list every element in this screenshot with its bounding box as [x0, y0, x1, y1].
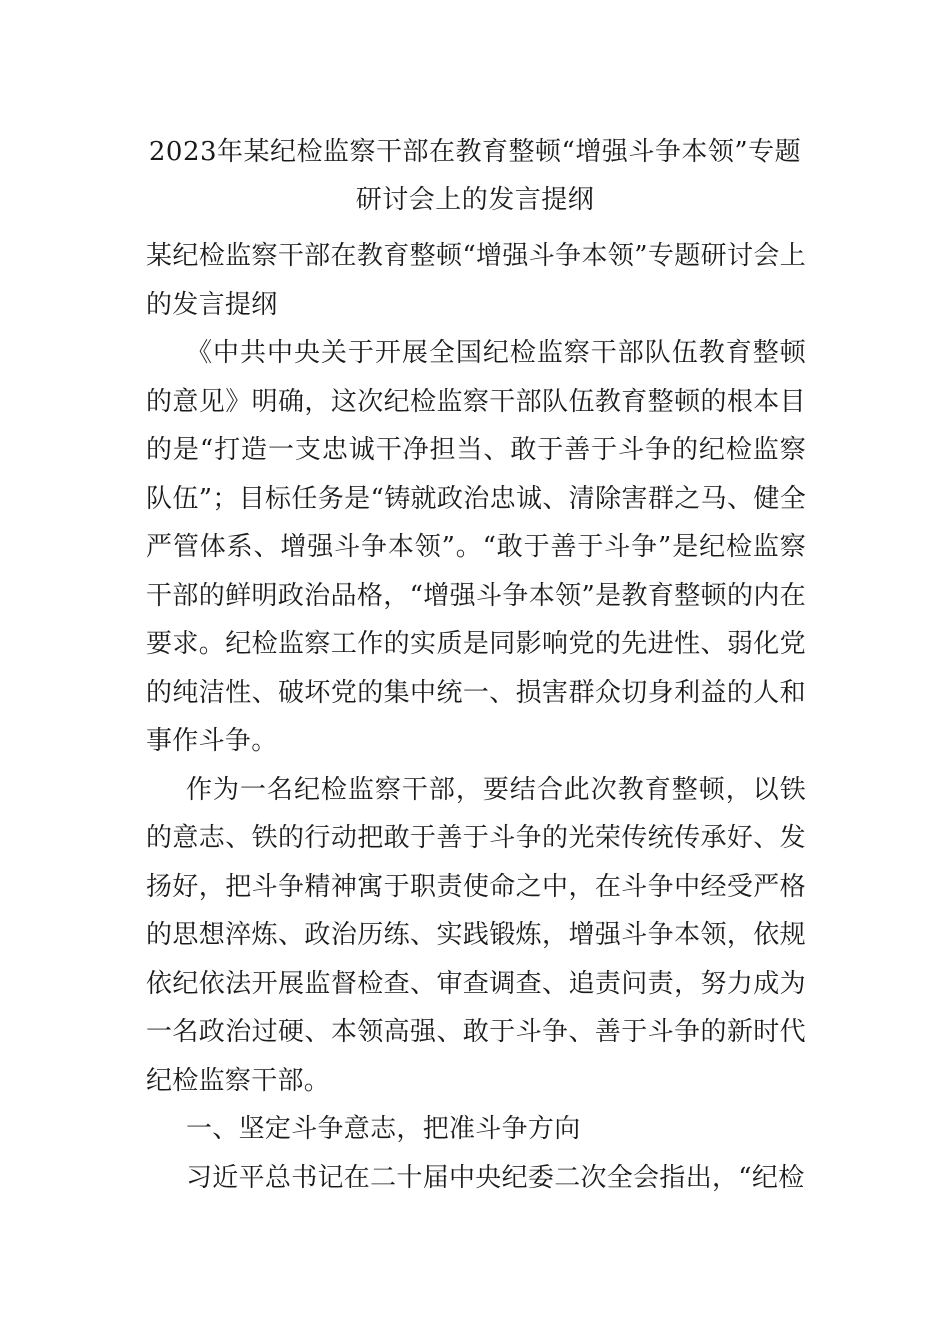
document-title: 2023年某纪检监察干部在教育整顿“增强斗争本领”专题研讨会上的发言提纲	[148, 137, 802, 215]
commitment-paragraph: 作为一名纪检监察干部，要结合此次教育整顿，以铁的意志、铁的行动把敢于善于斗争的光荣传统传承好、发扬好，把斗争精神寓于职责使命之中，在斗争中经受严格的思想淬炼、政治历练、实践锻炼，增强斗争本领，依规依纪依法开展监督检查、审查调查、追责问责，努力成为一名政治过硬、本领高强、敢于斗争、善于斗争的新时代纪检监察干部。	[146, 774, 806, 1096]
section-heading-1: 一、坚定斗争意志，把准斗争方向	[186, 1114, 581, 1144]
section-1-paragraph: 习近平总书记在二十届中央纪委二次全会指出，“纪检	[186, 1162, 805, 1193]
document-subtitle-paragraph: 某纪检监察干部在教育整顿“增强斗争本领”专题研讨会上的发言提纲	[146, 241, 806, 320]
document-body	[146, 232, 806, 1202]
intro-paragraph: 《中共中央关于开展全国纪检监察干部队伍教育整顿的意见》明确，这次纪检监察干部队伍教育整顿的根本目的是“打造一支忠诚干净担当、敢于善于斗争的纪检监察队伍”；目标任务是“铸就政治忠诚、清除害群之马、健全严管体系、增强斗争本领”。“敢于善于斗争”是纪检监察干部的鲜明政治品格，“增强斗争本领”是教育整顿的内在要求。纪检监察工作的实质是同影响党的先进性、弱化党的纯洁性、破坏党的集中统一、损害群众切身利益的人和事作斗争。	[146, 338, 806, 756]
